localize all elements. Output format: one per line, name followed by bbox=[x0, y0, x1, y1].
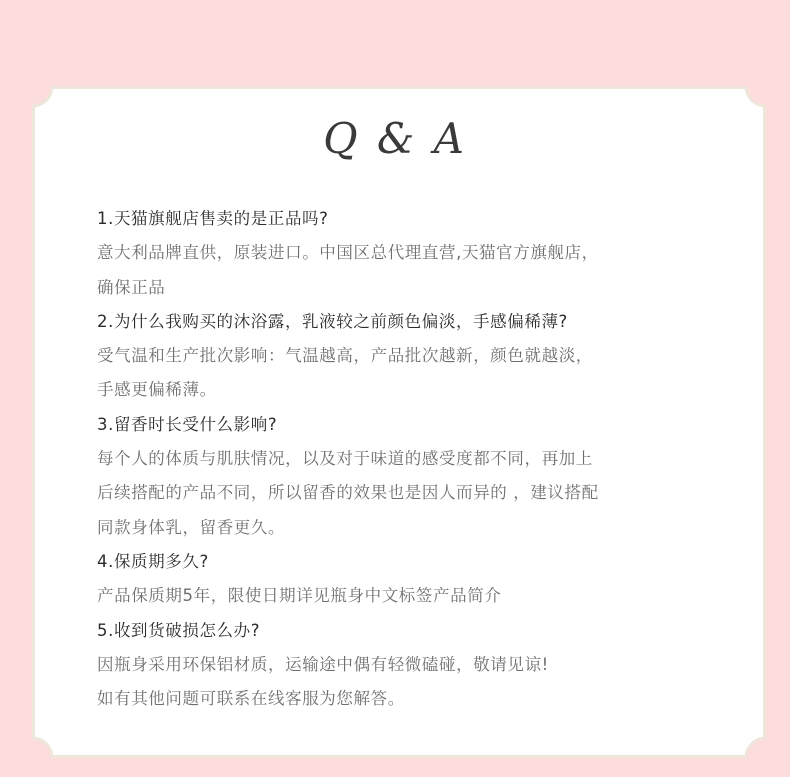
answer-1-line-2: 确保正品 bbox=[97, 277, 166, 297]
page-title: Q & A bbox=[323, 114, 467, 163]
qa-item-2 bbox=[97, 305, 697, 408]
question-3: 3.留香时长受什么影响? bbox=[97, 414, 278, 434]
answer-4-line-1: 产品保质期5年，限使日期详见瓶身中文标签产品简介 bbox=[97, 586, 502, 606]
answer-2-line-1: 受气温和生产批次影响：气温越高，产品批次越新，颜色就越淡， bbox=[97, 346, 593, 366]
answer-5-line-2: 如有其他问题可联系在线客服为您解答。 bbox=[97, 689, 405, 709]
qa-item-3 bbox=[97, 408, 697, 545]
qa-item-1 bbox=[97, 202, 697, 305]
answer-5-line-1: 因瓶身采用环保铝材质，运输途中偶有轻微磕碰，敬请见谅! bbox=[97, 654, 549, 674]
answer-3-line-1: 每个人的体质与肌肤情况，以及对于味道的感受度都不同，再加上 bbox=[97, 449, 593, 469]
question-5: 5.收到货破损怎么办? bbox=[97, 620, 261, 640]
question-1: 1.天猫旗舰店售卖的是正品吗? bbox=[97, 209, 329, 228]
question-4: 4.保质期多久? bbox=[97, 551, 209, 571]
answer-3-line-3: 同款身体乳，留香更久。 bbox=[97, 517, 286, 537]
qa-item-4 bbox=[97, 545, 697, 614]
answer-3-line-2: 后续搭配的产品不同，所以留香的效果也是因人而异的 ，建议搭配 bbox=[97, 483, 599, 503]
qa-item-5 bbox=[97, 614, 697, 717]
answer-1-line-1: 意大利品牌直供，原装进口。中国区总代理直营,天猫官方旗舰店， bbox=[97, 243, 599, 263]
answer-2-line-2: 手感更偏稀薄。 bbox=[97, 380, 217, 400]
qa-list bbox=[97, 202, 697, 716]
question-2: 2.为什么我购买的沐浴露，乳液较之前颜色偏淡，手感偏稀薄? bbox=[97, 311, 568, 331]
